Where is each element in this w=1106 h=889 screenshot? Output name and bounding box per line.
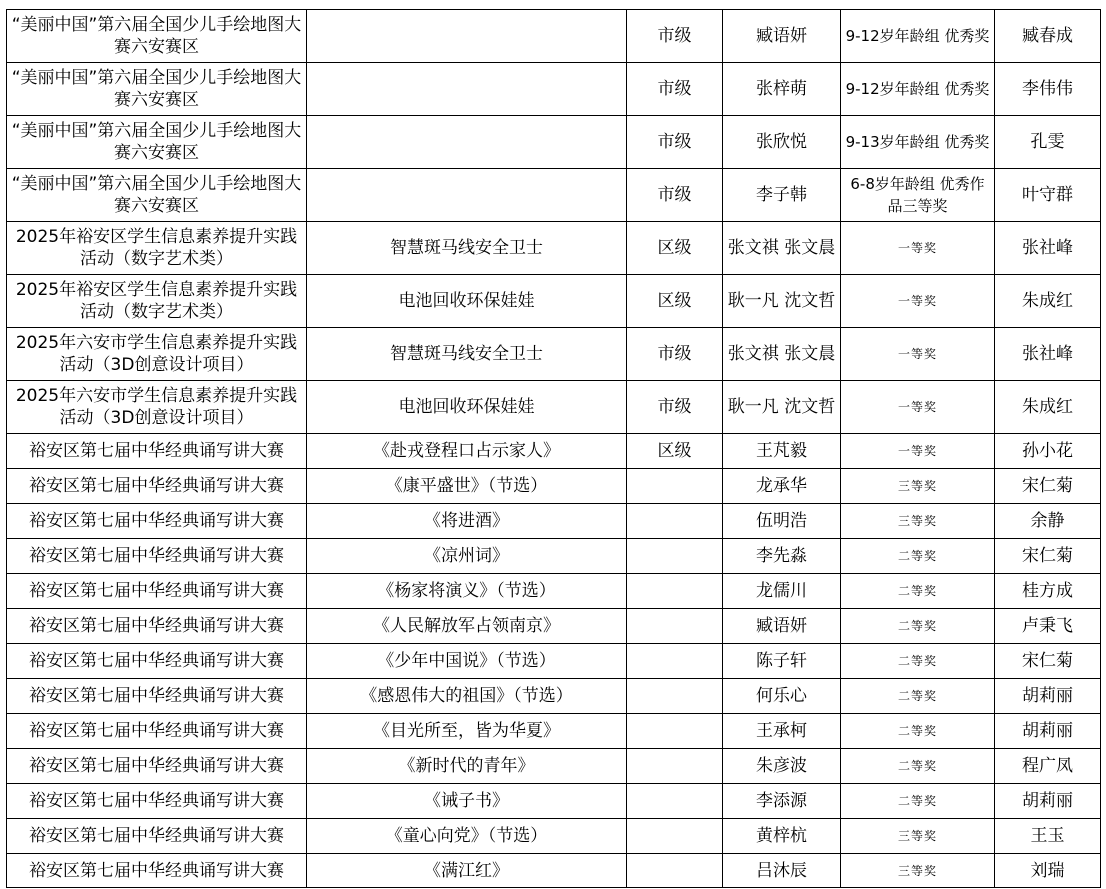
level-cell: 市级	[627, 116, 723, 169]
table-row	[7, 381, 1101, 434]
award-cell: 二等奖	[841, 539, 995, 574]
competition-cell: 裕安区第七届中华经典诵写讲大赛	[7, 504, 307, 539]
teacher-cell: 孔雯	[995, 116, 1101, 169]
level-cell	[627, 784, 723, 819]
award-cell: 6-8岁年龄组 优秀作品三等奖	[841, 169, 995, 222]
teacher-cell: 朱成红	[995, 275, 1101, 328]
students-cell: 臧语妍	[723, 609, 841, 644]
table-row	[7, 854, 1101, 888]
students-cell: 张欣悦	[723, 116, 841, 169]
level-cell	[627, 819, 723, 854]
competition-cell: 裕安区第七届中华经典诵写讲大赛	[7, 749, 307, 784]
award-cell: 9-12岁年龄组 优秀奖	[841, 63, 995, 116]
work-title-cell: 电池回收环保娃娃	[307, 275, 627, 328]
teacher-cell: 宋仁菊	[995, 539, 1101, 574]
students-cell: 李添源	[723, 784, 841, 819]
students-cell: 何乐心	[723, 679, 841, 714]
award-cell: 二等奖	[841, 679, 995, 714]
teacher-cell: 桂方成	[995, 574, 1101, 609]
students-cell: 黄梓杭	[723, 819, 841, 854]
work-title-cell: 《少年中国说》（节选）	[307, 644, 627, 679]
award-cell: 9-12岁年龄组 优秀奖	[841, 10, 995, 63]
level-cell	[627, 539, 723, 574]
students-cell: 吕沐辰	[723, 854, 841, 888]
award-cell: 二等奖	[841, 714, 995, 749]
table-row	[7, 10, 1101, 63]
competition-cell: 2025年裕安区学生信息素养提升实践活动（数字艺术类）	[7, 222, 307, 275]
teacher-cell: 张社峰	[995, 328, 1101, 381]
award-cell: 二等奖	[841, 609, 995, 644]
level-cell: 区级	[627, 222, 723, 275]
work-title-cell: 《新时代的青年》	[307, 749, 627, 784]
work-title-cell	[307, 116, 627, 169]
students-cell: 朱彦波	[723, 749, 841, 784]
students-cell: 张文祺 张文晨	[723, 222, 841, 275]
award-cell: 一等奖	[841, 434, 995, 469]
award-cell: 一等奖	[841, 275, 995, 328]
table-row	[7, 609, 1101, 644]
award-cell: 一等奖	[841, 328, 995, 381]
work-title-cell: 《人民解放军占领南京》	[307, 609, 627, 644]
table-row	[7, 63, 1101, 116]
awards-table	[6, 9, 1101, 888]
competition-cell: “美丽中国”第六届全国少儿手绘地图大赛六安赛区	[7, 10, 307, 63]
level-cell	[627, 609, 723, 644]
level-cell: 市级	[627, 63, 723, 116]
work-title-cell: 《凉州词》	[307, 539, 627, 574]
table-row	[7, 504, 1101, 539]
students-cell: 李子韩	[723, 169, 841, 222]
table-row	[7, 169, 1101, 222]
teacher-cell: 王玉	[995, 819, 1101, 854]
students-cell: 张梓萌	[723, 63, 841, 116]
work-title-cell	[307, 63, 627, 116]
work-title-cell	[307, 169, 627, 222]
students-cell: 陈子轩	[723, 644, 841, 679]
competition-cell: “美丽中国”第六届全国少儿手绘地图大赛六安赛区	[7, 63, 307, 116]
table-row	[7, 275, 1101, 328]
award-cell: 二等奖	[841, 784, 995, 819]
table-row	[7, 749, 1101, 784]
table-row	[7, 714, 1101, 749]
teacher-cell: 孙小花	[995, 434, 1101, 469]
level-cell: 市级	[627, 10, 723, 63]
work-title-cell: 智慧斑马线安全卫士	[307, 222, 627, 275]
teacher-cell: 胡莉丽	[995, 784, 1101, 819]
students-cell: 伍明浩	[723, 504, 841, 539]
students-cell: 耿一凡 沈文哲	[723, 275, 841, 328]
students-cell: 臧语妍	[723, 10, 841, 63]
level-cell	[627, 714, 723, 749]
level-cell: 区级	[627, 434, 723, 469]
table-row	[7, 539, 1101, 574]
table-row	[7, 644, 1101, 679]
award-cell: 三等奖	[841, 854, 995, 888]
competition-cell: 裕安区第七届中华经典诵写讲大赛	[7, 714, 307, 749]
competition-cell: 裕安区第七届中华经典诵写讲大赛	[7, 679, 307, 714]
table-row	[7, 116, 1101, 169]
competition-cell: 裕安区第七届中华经典诵写讲大赛	[7, 644, 307, 679]
table-row	[7, 679, 1101, 714]
teacher-cell: 刘瑞	[995, 854, 1101, 888]
competition-cell: 裕安区第七届中华经典诵写讲大赛	[7, 784, 307, 819]
work-title-cell: 智慧斑马线安全卫士	[307, 328, 627, 381]
level-cell: 市级	[627, 381, 723, 434]
students-cell: 王承柯	[723, 714, 841, 749]
competition-cell: 2025年六安市学生信息素养提升实践活动（3D创意设计项目）	[7, 381, 307, 434]
work-title-cell: 《满江红》	[307, 854, 627, 888]
level-cell	[627, 644, 723, 679]
teacher-cell: 胡莉丽	[995, 679, 1101, 714]
award-cell: 三等奖	[841, 819, 995, 854]
table-row	[7, 819, 1101, 854]
table-row	[7, 784, 1101, 819]
competition-cell: 裕安区第七届中华经典诵写讲大赛	[7, 539, 307, 574]
work-title-cell: 《赴戎登程口占示家人》	[307, 434, 627, 469]
award-cell: 一等奖	[841, 222, 995, 275]
students-cell: 耿一凡 沈文哲	[723, 381, 841, 434]
teacher-cell: 卢秉飞	[995, 609, 1101, 644]
students-cell: 龙承华	[723, 469, 841, 504]
teacher-cell: 臧春成	[995, 10, 1101, 63]
students-cell: 李先淼	[723, 539, 841, 574]
teacher-cell: 朱成红	[995, 381, 1101, 434]
award-cell: 二等奖	[841, 749, 995, 784]
students-cell: 张文祺 张文晨	[723, 328, 841, 381]
work-title-cell: 《诫子书》	[307, 784, 627, 819]
teacher-cell: 胡莉丽	[995, 714, 1101, 749]
level-cell	[627, 854, 723, 888]
teacher-cell: 宋仁菊	[995, 469, 1101, 504]
competition-cell: “美丽中国”第六届全国少儿手绘地图大赛六安赛区	[7, 169, 307, 222]
work-title-cell: 《目光所至，皆为华夏》	[307, 714, 627, 749]
table-row	[7, 434, 1101, 469]
work-title-cell: 《杨家将演义》（节选）	[307, 574, 627, 609]
teacher-cell: 余静	[995, 504, 1101, 539]
level-cell	[627, 679, 723, 714]
competition-cell: 裕安区第七届中华经典诵写讲大赛	[7, 609, 307, 644]
teacher-cell: 张社峰	[995, 222, 1101, 275]
level-cell: 市级	[627, 328, 723, 381]
level-cell: 区级	[627, 275, 723, 328]
competition-cell: “美丽中国”第六届全国少儿手绘地图大赛六安赛区	[7, 116, 307, 169]
level-cell	[627, 504, 723, 539]
teacher-cell: 李伟伟	[995, 63, 1101, 116]
competition-cell: 裕安区第七届中华经典诵写讲大赛	[7, 854, 307, 888]
award-cell: 二等奖	[841, 574, 995, 609]
award-cell: 9-13岁年龄组 优秀奖	[841, 116, 995, 169]
level-cell	[627, 749, 723, 784]
table-row	[7, 222, 1101, 275]
teacher-cell: 叶守群	[995, 169, 1101, 222]
competition-cell: 裕安区第七届中华经典诵写讲大赛	[7, 819, 307, 854]
competition-cell: 裕安区第七届中华经典诵写讲大赛	[7, 574, 307, 609]
table-row	[7, 574, 1101, 609]
teacher-cell: 宋仁菊	[995, 644, 1101, 679]
award-cell: 三等奖	[841, 469, 995, 504]
award-cell: 一等奖	[841, 381, 995, 434]
work-title-cell: 《康平盛世》（节选）	[307, 469, 627, 504]
level-cell	[627, 574, 723, 609]
level-cell	[627, 469, 723, 504]
students-cell: 龙儒川	[723, 574, 841, 609]
award-cell: 二等奖	[841, 644, 995, 679]
work-title-cell: 《感恩伟大的祖国》（节选）	[307, 679, 627, 714]
level-cell: 市级	[627, 169, 723, 222]
awards-table-body	[7, 10, 1101, 888]
competition-cell: 裕安区第七届中华经典诵写讲大赛	[7, 469, 307, 504]
work-title-cell	[307, 10, 627, 63]
work-title-cell: 《将进酒》	[307, 504, 627, 539]
work-title-cell: 电池回收环保娃娃	[307, 381, 627, 434]
teacher-cell: 程广凤	[995, 749, 1101, 784]
students-cell: 王芃毅	[723, 434, 841, 469]
competition-cell: 2025年裕安区学生信息素养提升实践活动（数字艺术类）	[7, 275, 307, 328]
work-title-cell: 《童心向党》（节选）	[307, 819, 627, 854]
competition-cell: 裕安区第七届中华经典诵写讲大赛	[7, 434, 307, 469]
table-row	[7, 469, 1101, 504]
table-row	[7, 328, 1101, 381]
award-cell: 三等奖	[841, 504, 995, 539]
competition-cell: 2025年六安市学生信息素养提升实践活动（3D创意设计项目）	[7, 328, 307, 381]
